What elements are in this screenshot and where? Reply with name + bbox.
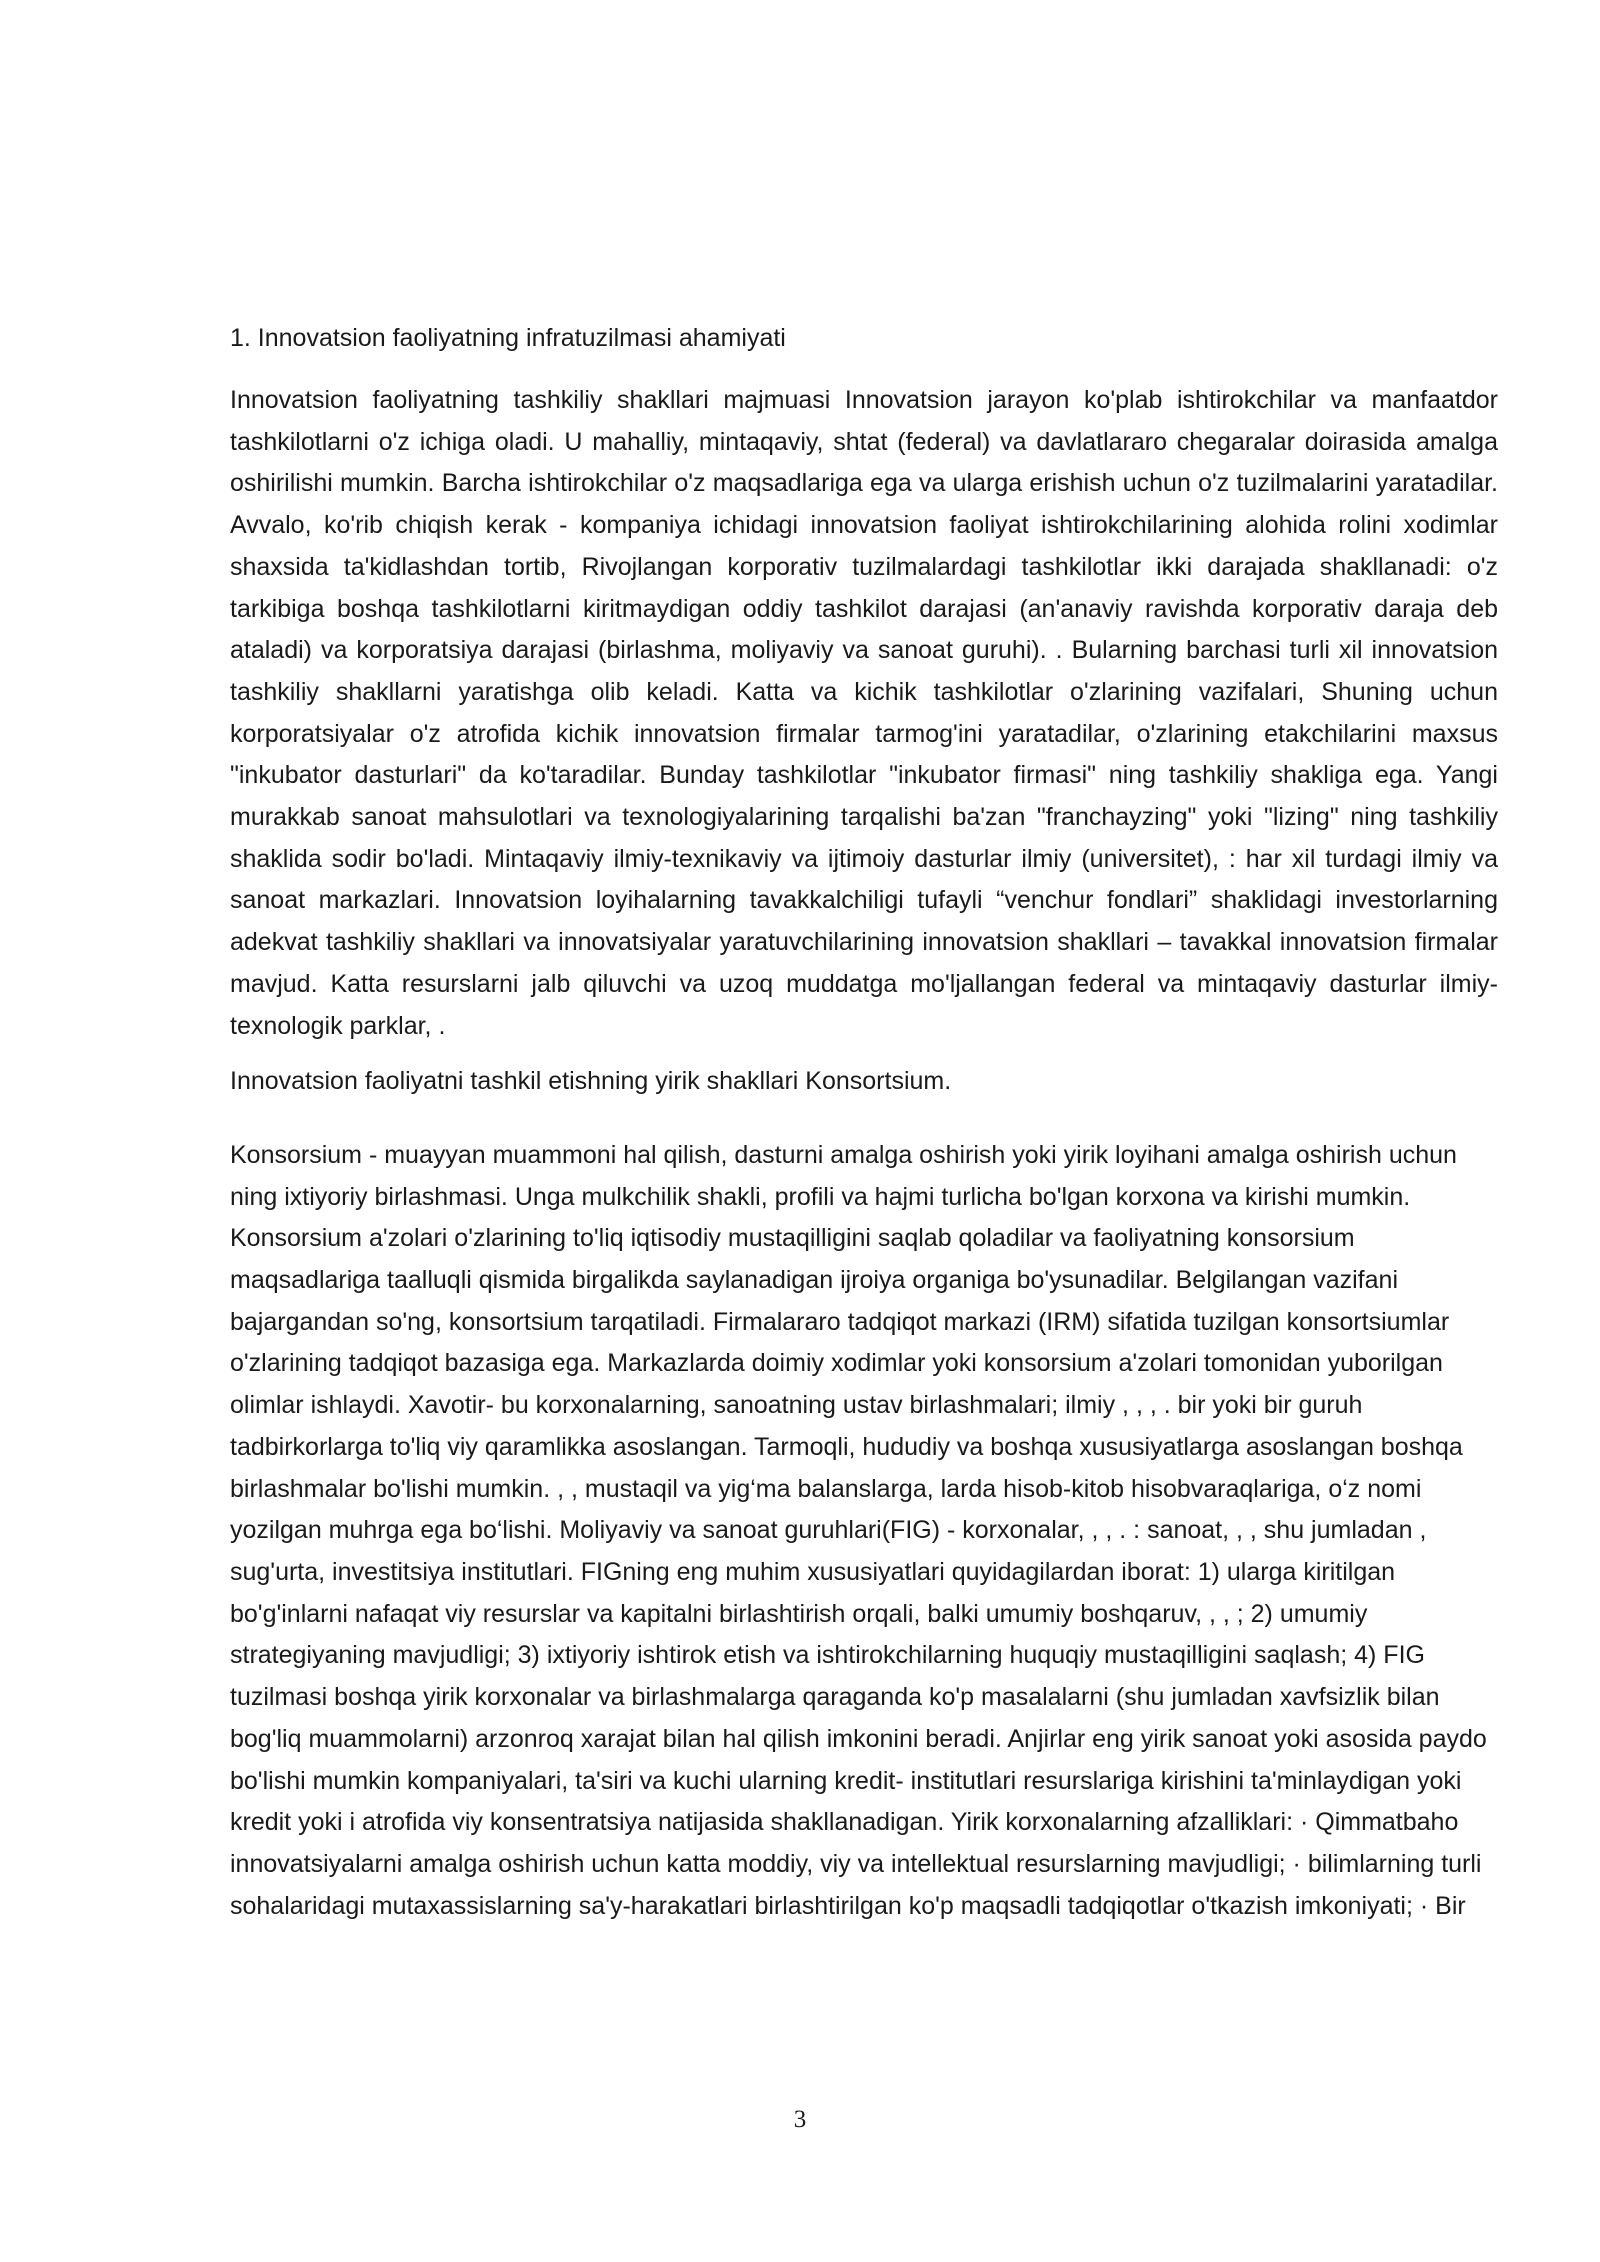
document-page: [230, 318, 1498, 1927]
paragraph-innovation-forms: Innovatsion faoliyatning tashkiliy shakllari majmuasi Innovatsion jarayon ko'plab ishtirokchilar va manfaatdor tashkilotlarni o'z ichiga oladi. U mahalliy, mintaqaviy, shtat (federal) va davlatlararo chegaralar doirasida amalga oshirilishi mumkin. Barcha ishtirokchilar o'z maqsadlariga ega va ularga erishish uchun o'z tuzilmalarini yaratadilar. Avvalo, ko'rib chiqish kerak - kompaniya ichidagi innovatsion faoliyat ishtirokchilarining alohida rolini xodimlar shaxsida ta'kidlashdan tortib, Rivojlangan korporativ tuzilmalardagi tashkilotlar ikki darajada shakllanadi: o'z tarkibiga boshqa tashkilotlarni kiritmaydigan oddiy tashkilot darajasi (an'anaviy ravishda korporativ daraja deb ataladi) va korporatsiya darajasi (birlashma, moliyaviy va sanoat guruhi). . Bularning barchasi turli xil innovatsion tashkiliy shakllarni yaratishga olib keladi. Katta va kichik tashkilotlar o'zlarining vazifalari, Shuning uchun korporatsiyalar o'z atrofida kichik innovatsion firmalar tarmog'ini yaratadilar, o'zlarining etakchilarini maxsus "inkubator dasturlari" da ko'taradilar. Bunday tashkilotlar "inkubator firmasi" ning tashkiliy shakliga ega. Yangi murakkab sanoat mahsulotlari va texnologiyalarining tarqalishi ba'zan "franchayzing" yoki "lizing" ning tashkiliy shaklida sodir bo'ladi. Mintaqaviy ilmiy-texnikaviy va ijtimoiy dasturlar ilmiy (universitet), : har xil turdagi ilmiy va sanoat markazlari. Innovatsion loyihalarning tavakkalchiligi tufayli “venchur fondlari” shaklidagi investorlarning adekvat tashkiliy shakllari va innovatsiyalar yaratuvchilarining innovatsion shakllari – tavakkal innovatsion firmalar mavjud. Katta resurslarni jalb qiluvchi va uzoq muddatga mo'ljallangan federal va mintaqaviy dasturlar ilmiy-texnologik parklar, .: [230, 386, 1498, 1040]
section-heading: 1. Innovatsion faoliyatning infratuzilmasi ahamiyati: [230, 324, 786, 352]
paragraph-consortium-title: Innovatsion faoliyatni tashkil etishning yirik shakllari Konsortsium.: [230, 1067, 952, 1096]
paragraph-consortium: Konsorsium - muayyan muammoni hal qilish, dasturni amalga oshirish yoki yirik loyihani amalga oshirish uchun ning ixtiyoriy birlashmasi. Unga mulkchilik shakli, profili va hajmi turlicha bo'lgan korxona va kirishi mumkin. Konsorsium a'zolari o'zlarining to'liq iqtisodiy mustaqilligini saqlab qoladilar va faoliyatning konsorsium maqsadlariga taalluqli qismida birgalikda saylanadigan ijroiya organiga bo'ysunadilar. Belgilangan vazifani bajargandan so'ng, konsortsium tarqatiladi. Firmalararo tadqiqot markazi (IRM) sifatida tuzilgan konsortsiumlar o'zlarining tadqiqot bazasiga ega. Markazlarda doimiy xodimlar yoki konsorsium a'zolari tomonidan yuborilgan olimlar ishlaydi. Xavotir- bu korxonalarning, sanoatning ustav birlashmalari; ilmiy , , , . bir yoki bir guruh tadbirkorlarga to'liq viy qaramlikka asoslangan. Tarmoqli, hududiy va boshqa xususiyatlarga asoslangan boshqa birlashmalar bo'lishi mumkin. , , mustaqil va yig‘ma balanslarga, larda hisob-kitob hisobvaraqlariga, o‘z nomi yozilgan muhrga ega bo‘lishi. Moliyaviy va sanoat guruhlari(FIG) - korxonalar, , , . : sanoat, , , shu jumladan , sug'urta, investitsiya institutlari. FIGning eng muhim xususiyatlari quyidagilardan iborat: 1) ularga kiritilgan bo'g'inlarni nafaqat viy resurslar va kapitalni birlashtirish orqali, balki umumiy boshqaruv, , , ; 2) umumiy strategiyaning mavjudligi; 3) ixtiyoriy ishtirok etish va ishtirokchilarning huquqiy mustaqilligini saqlash; 4) FIG tuzilmasi boshqa yirik korxonalar va birlashmalarga qaraganda ko'p masalalarni (shu jumladan xavfsizlik bilan bog'liq muammolarni) arzonroq xarajat bilan hal qilish imkonini beradi. Anjirlar eng yirik sanoat yoki asosida paydo bo'lishi mumkin kompaniyalari, ta'siri va kuchi ularning kredit- institutlari resurslariga kirishini ta'minlaydigan yoki kredit yoki i atrofida viy konsentratsiya natijasida shakllanadigan. Yirik korxonalarning afzalliklari: · Qimmatbaho innovatsiyalarni amalga oshirish uchun katta moddiy, viy va intellektual resurslarning mavjudligi; · bilimlarning turli sohalaridagi mutaxassislarning sa'y-harakatlari birlashtirilgan ko'p maqsadli tadqiqotlar o'tkazish imkoniyati; · Bir: [230, 1140, 1487, 1920]
page-number: 3: [793, 2106, 807, 2133]
